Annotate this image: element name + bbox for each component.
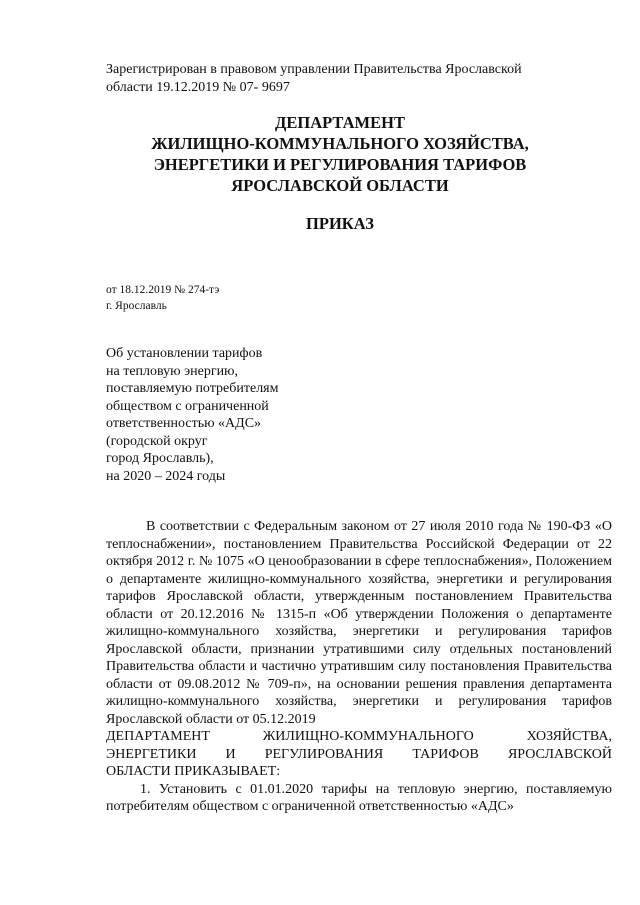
department-heading-line: ЭНЕРГЕТИКИ И РЕГУЛИРОВАНИЯ ТАРИФОВ bbox=[153, 155, 527, 174]
decree-line: ДЕПАРТАМЕНТ ЖИЛИЩНО-КОММУНАЛЬНОГО ХОЗЯЙСТВА, bbox=[106, 729, 612, 744]
preamble-paragraph: В соответствии с Федеральным законом от 27 июля 2010 года № 190-ФЗ «О теплоснабжении», постановлением Правительства Российской Федерации от 22 октября 2012 г. № 1075 «О ценообразовании в сфере теплоснабжения», Положением о департаменте жилищно-коммунального хозяйства, энергетики и регулирования тарифов Ярославской области, утвержденным постановлением Правительства области от 20.12.2016 № 1315-п «Об утверждении Положения о департаменте жилищно-коммунального хозяйства, энергетики и регулирования тарифов Ярославской области, признании утратившими силу отдельных постановлений Правительства области и частично утратившим силу постановления Правительства области от 09.08.2012 № 709-п», на основании решения правления департамента жилищно-коммунального хозяйства, энергетики и регулирования тарифов Ярославской области от 05.12.2019 bbox=[106, 519, 612, 727]
order-meta bbox=[106, 282, 219, 314]
subject-line: город Ярославль), bbox=[106, 451, 214, 466]
subject-line: поставляемую потребителям bbox=[106, 381, 279, 396]
subject-line: обществом с ограниченной bbox=[106, 398, 269, 414]
order-city: г. Ярославль bbox=[106, 300, 167, 312]
decree-line: ОБЛАСТИ ПРИКАЗЫВАЕТ: bbox=[106, 764, 281, 779]
order-item-1: 1. Установить с 01.01.2020 тарифы на тепловую энергию, поставляемую потребителям обществом с ограниченной ответственностью «АДС» bbox=[106, 781, 612, 814]
decree-line: ЭНЕРГЕТИКИ И РЕГУЛИРОВАНИЯ ТАРИФОВ ЯРОСЛАВСКОЙ bbox=[106, 746, 612, 762]
subject-line: (городской округ bbox=[106, 433, 208, 449]
order-title: ПРИКАЗ bbox=[306, 214, 374, 233]
subject-line: на 2020 – 2024 годы bbox=[106, 468, 226, 484]
order-subject bbox=[106, 345, 278, 485]
order-date-number: от 18.12.2019 № 274-тэ bbox=[106, 284, 220, 296]
department-heading-line: ЯРОСЛАВСКОЙ ОБЛАСТИ bbox=[231, 176, 449, 195]
department-heading-line: ДЕПАРТАМЕНТ bbox=[275, 113, 405, 132]
subject-line: ответственностью «АДС» bbox=[106, 416, 262, 431]
department-heading-line: ЖИЛИЩНО-КОММУНАЛЬНОГО ХОЗЯЙСТВА, bbox=[151, 134, 529, 153]
registration-line: Зарегистрирован в правовом управлении Правительства Ярославской bbox=[106, 62, 522, 77]
subject-line: Об установлении тарифов bbox=[106, 346, 263, 361]
order-body bbox=[106, 518, 612, 816]
registration-line: области 19.12.2019 № 07- 9697 bbox=[106, 80, 290, 95]
decree-statement bbox=[106, 728, 612, 781]
department-heading bbox=[80, 112, 600, 196]
registration-note bbox=[106, 61, 576, 97]
subject-line: на тепловую энергию, bbox=[106, 363, 239, 379]
